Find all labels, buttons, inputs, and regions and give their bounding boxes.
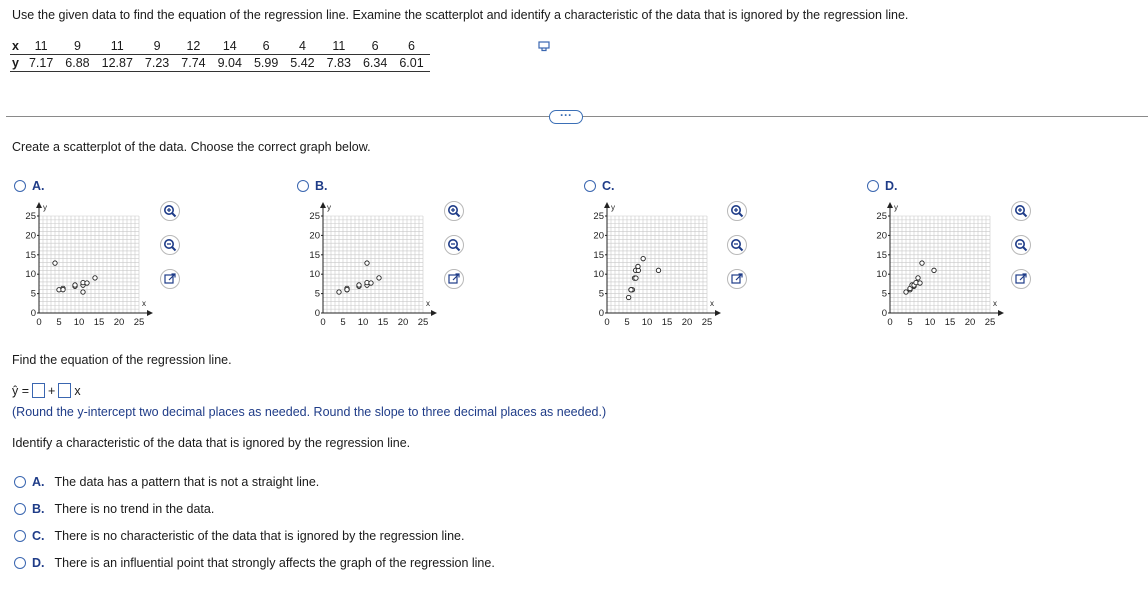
data-point — [61, 287, 65, 291]
x-tick-label: 5 — [340, 317, 346, 328]
scatterplot-b — [290, 196, 440, 330]
graph-tools-c — [727, 201, 749, 303]
y-tick-label: 20 — [309, 230, 320, 242]
radio-button[interactable] — [867, 180, 879, 192]
x-cell: 9 — [139, 38, 175, 55]
option-label: C. — [602, 179, 615, 193]
y-tick-label: 5 — [314, 288, 320, 300]
answer-option-b[interactable] — [14, 502, 214, 516]
data-point — [629, 288, 633, 292]
plus-sign: + — [48, 384, 56, 398]
x-tick-label: 0 — [604, 317, 610, 328]
y-tick-label: 25 — [876, 211, 887, 222]
data-point — [641, 256, 645, 260]
scatter-question: Create a scatterplot of the data. Choose the correct graph below. — [12, 140, 371, 154]
data-table — [10, 38, 430, 72]
y-tick-label: 0 — [314, 308, 320, 319]
answer-option-c[interactable] — [14, 529, 464, 543]
option-label: C. — [32, 529, 45, 543]
y-tick-label: 15 — [309, 249, 320, 261]
y-tick-label: 10 — [876, 269, 887, 281]
yhat-label: ŷ = — [12, 384, 30, 398]
x-tick-label: 25 — [417, 317, 429, 328]
x-axis-arrow — [147, 310, 153, 316]
x-cell: 4 — [284, 38, 320, 55]
y-cell: 6.01 — [393, 55, 429, 72]
x-tick-label: 15 — [661, 317, 673, 328]
x-axis-name: x — [710, 299, 714, 308]
x-tick-label: 10 — [924, 317, 936, 328]
scatterplot-a — [6, 196, 156, 330]
x-tick-label: 25 — [133, 317, 145, 328]
scatterplot-d — [857, 196, 1007, 330]
x-variable: x — [74, 384, 81, 398]
data-point — [53, 261, 57, 265]
y-tick-label: 5 — [881, 288, 887, 300]
option-text: There is an influential point that strongly affects the graph of the regression line. — [54, 556, 495, 570]
graph-tools-d — [1011, 201, 1033, 303]
y-tick-label: 0 — [881, 308, 887, 319]
intercept-input[interactable] — [32, 383, 45, 398]
y-tick-label: 25 — [25, 211, 36, 222]
y-tick-label: 15 — [25, 249, 36, 261]
more-button[interactable]: ··· — [549, 110, 583, 124]
data-point — [916, 276, 920, 280]
scatterplot-c — [574, 196, 724, 330]
data-point — [357, 283, 361, 287]
data-point — [345, 287, 349, 291]
data-point — [365, 261, 369, 265]
graph-option-b[interactable] — [297, 179, 328, 193]
x-tick-label: 25 — [701, 317, 713, 328]
x-tick-label: 10 — [73, 317, 85, 328]
y-axis-arrow — [604, 202, 610, 208]
x-tick-label: 20 — [681, 317, 693, 328]
data-point — [93, 276, 97, 280]
rounding-hint: (Round the y-intercept two decimal places as needed. Round the slope to three decimal places as needed.) — [12, 405, 607, 419]
x-tick-label: 20 — [113, 317, 125, 328]
y-tick-label: 5 — [598, 288, 604, 300]
x-cell: 14 — [212, 38, 248, 55]
option-label: B. — [32, 502, 45, 516]
y-axis-name: y — [894, 203, 898, 212]
x-axis-arrow — [431, 310, 437, 316]
radio-button[interactable] — [14, 180, 26, 192]
y-tick-label: 10 — [25, 269, 36, 281]
y-tick-label: 20 — [25, 230, 36, 242]
zoom-out-icon[interactable] — [727, 235, 747, 255]
option-label: A. — [32, 475, 45, 489]
data-point — [81, 290, 85, 294]
y-cell: 5.42 — [284, 55, 320, 72]
y-cell: 6.34 — [357, 55, 393, 72]
data-point — [932, 268, 936, 272]
y-cell: 7.74 — [175, 55, 211, 72]
expand-icon[interactable] — [160, 269, 180, 289]
grid — [607, 216, 707, 313]
graph-tools-a — [160, 201, 182, 303]
y-cell: 6.88 — [59, 55, 95, 72]
question-prompt: Use the given data to find the equation of the regression line. Examine the scatterplot and identify a characteristic of the data that is ignored by the regression line. — [12, 8, 909, 22]
option-label: D. — [885, 179, 898, 193]
zoom-in-icon[interactable] — [444, 201, 464, 221]
x-cell: 6 — [393, 38, 429, 55]
x-tick-label: 10 — [641, 317, 653, 328]
data-point — [920, 261, 924, 265]
y-tick-label: 10 — [309, 269, 320, 281]
characteristic-question: Identify a characteristic of the data that is ignored by the regression line. — [12, 436, 411, 450]
x-tick-label: 0 — [320, 317, 326, 328]
grid — [890, 216, 990, 313]
data-point — [377, 276, 381, 280]
zoom-in-icon[interactable] — [727, 201, 747, 221]
x-axis-name: x — [426, 299, 430, 308]
data-point — [337, 290, 341, 294]
zoom-out-icon[interactable] — [160, 235, 180, 255]
x-tick-label: 15 — [944, 317, 956, 328]
y-axis-arrow — [320, 202, 326, 208]
graph-option-d[interactable] — [867, 179, 898, 193]
y-label: y — [10, 55, 23, 72]
x-tick-label: 5 — [907, 317, 913, 328]
x-cell: 11 — [96, 38, 139, 55]
y-tick-label: 25 — [309, 211, 320, 222]
y-tick-label: 15 — [876, 249, 887, 261]
radio-button[interactable] — [14, 530, 26, 542]
x-tick-label: 0 — [887, 317, 893, 328]
radio-button[interactable] — [14, 557, 26, 569]
y-axis-name: y — [327, 203, 331, 212]
x-tick-label: 10 — [357, 317, 369, 328]
graph-option-a[interactable] — [14, 179, 45, 193]
equation-row — [12, 383, 81, 398]
x-cell: 11 — [321, 38, 357, 55]
y-axis-name: y — [611, 203, 615, 212]
data-point — [656, 268, 660, 272]
y-cell: 7.23 — [139, 55, 175, 72]
grid — [323, 216, 423, 313]
zoom-in-icon[interactable] — [1011, 201, 1031, 221]
data-point — [626, 295, 630, 299]
radio-button[interactable] — [584, 180, 596, 192]
y-tick-label: 5 — [30, 288, 36, 300]
y-axis-arrow — [36, 202, 42, 208]
data-point — [636, 264, 640, 268]
zoom-in-icon[interactable] — [160, 201, 180, 221]
y-tick-label: 15 — [593, 249, 604, 261]
option-label: D. — [32, 556, 45, 570]
x-cell: 6 — [357, 38, 393, 55]
data-point — [73, 283, 77, 287]
x-cell: 11 — [23, 38, 59, 55]
y-tick-label: 10 — [593, 269, 604, 281]
y-cell: 7.83 — [321, 55, 357, 72]
graph-option-c[interactable] — [584, 179, 615, 193]
x-tick-label: 20 — [964, 317, 976, 328]
y-tick-label: 20 — [876, 230, 887, 242]
data-point — [369, 281, 373, 285]
answer-option-d[interactable] — [14, 556, 495, 570]
y-axis-name: y — [43, 203, 47, 212]
zoom-out-icon[interactable] — [1011, 235, 1031, 255]
data-point — [918, 281, 922, 285]
radio-button[interactable] — [297, 180, 309, 192]
y-tick-label: 20 — [593, 230, 604, 242]
x-tick-label: 0 — [36, 317, 42, 328]
data-point — [85, 281, 89, 285]
option-text: The data has a pattern that is not a straight line. — [54, 475, 320, 489]
y-cell: 7.17 — [23, 55, 59, 72]
x-axis-arrow — [998, 310, 1004, 316]
y-tick-label: 25 — [593, 211, 604, 222]
y-tick-label: 0 — [30, 308, 36, 319]
x-tick-label: 5 — [624, 317, 630, 328]
graph-tools-b — [444, 201, 466, 303]
x-label: x — [10, 38, 23, 55]
option-text: There is no trend in the data. — [54, 502, 215, 516]
x-cell: 6 — [248, 38, 284, 55]
y-cell: 12.87 — [96, 55, 139, 72]
option-label: A. — [32, 179, 45, 193]
x-cell: 9 — [59, 38, 95, 55]
answer-option-a[interactable] — [14, 475, 319, 489]
x-cell: 12 — [175, 38, 211, 55]
option-text: There is no characteristic of the data that is ignored by the regression line. — [54, 529, 465, 543]
x-tick-label: 25 — [984, 317, 996, 328]
option-label: B. — [315, 179, 328, 193]
x-tick-label: 20 — [397, 317, 409, 328]
zoom-out-icon[interactable] — [444, 235, 464, 255]
table-row-y — [10, 55, 430, 72]
table-row-x — [10, 38, 430, 55]
slope-input[interactable] — [58, 383, 71, 398]
x-tick-label: 15 — [93, 317, 105, 328]
x-tick-label: 15 — [377, 317, 389, 328]
expand-icon[interactable] — [727, 269, 747, 289]
x-axis-arrow — [715, 310, 721, 316]
y-axis-arrow — [887, 202, 893, 208]
y-cell: 5.99 — [248, 55, 284, 72]
radio-button[interactable] — [14, 503, 26, 515]
x-tick-label: 5 — [56, 317, 62, 328]
copy-data-icon[interactable] — [538, 40, 550, 52]
x-axis-name: x — [993, 299, 997, 308]
y-cell: 9.04 — [212, 55, 248, 72]
expand-icon[interactable] — [1011, 269, 1031, 289]
x-axis-name: x — [142, 299, 146, 308]
expand-icon[interactable] — [444, 269, 464, 289]
data-point — [634, 276, 638, 280]
y-tick-label: 0 — [598, 308, 604, 319]
radio-button[interactable] — [14, 476, 26, 488]
regression-question: Find the equation of the regression line. — [12, 353, 232, 367]
